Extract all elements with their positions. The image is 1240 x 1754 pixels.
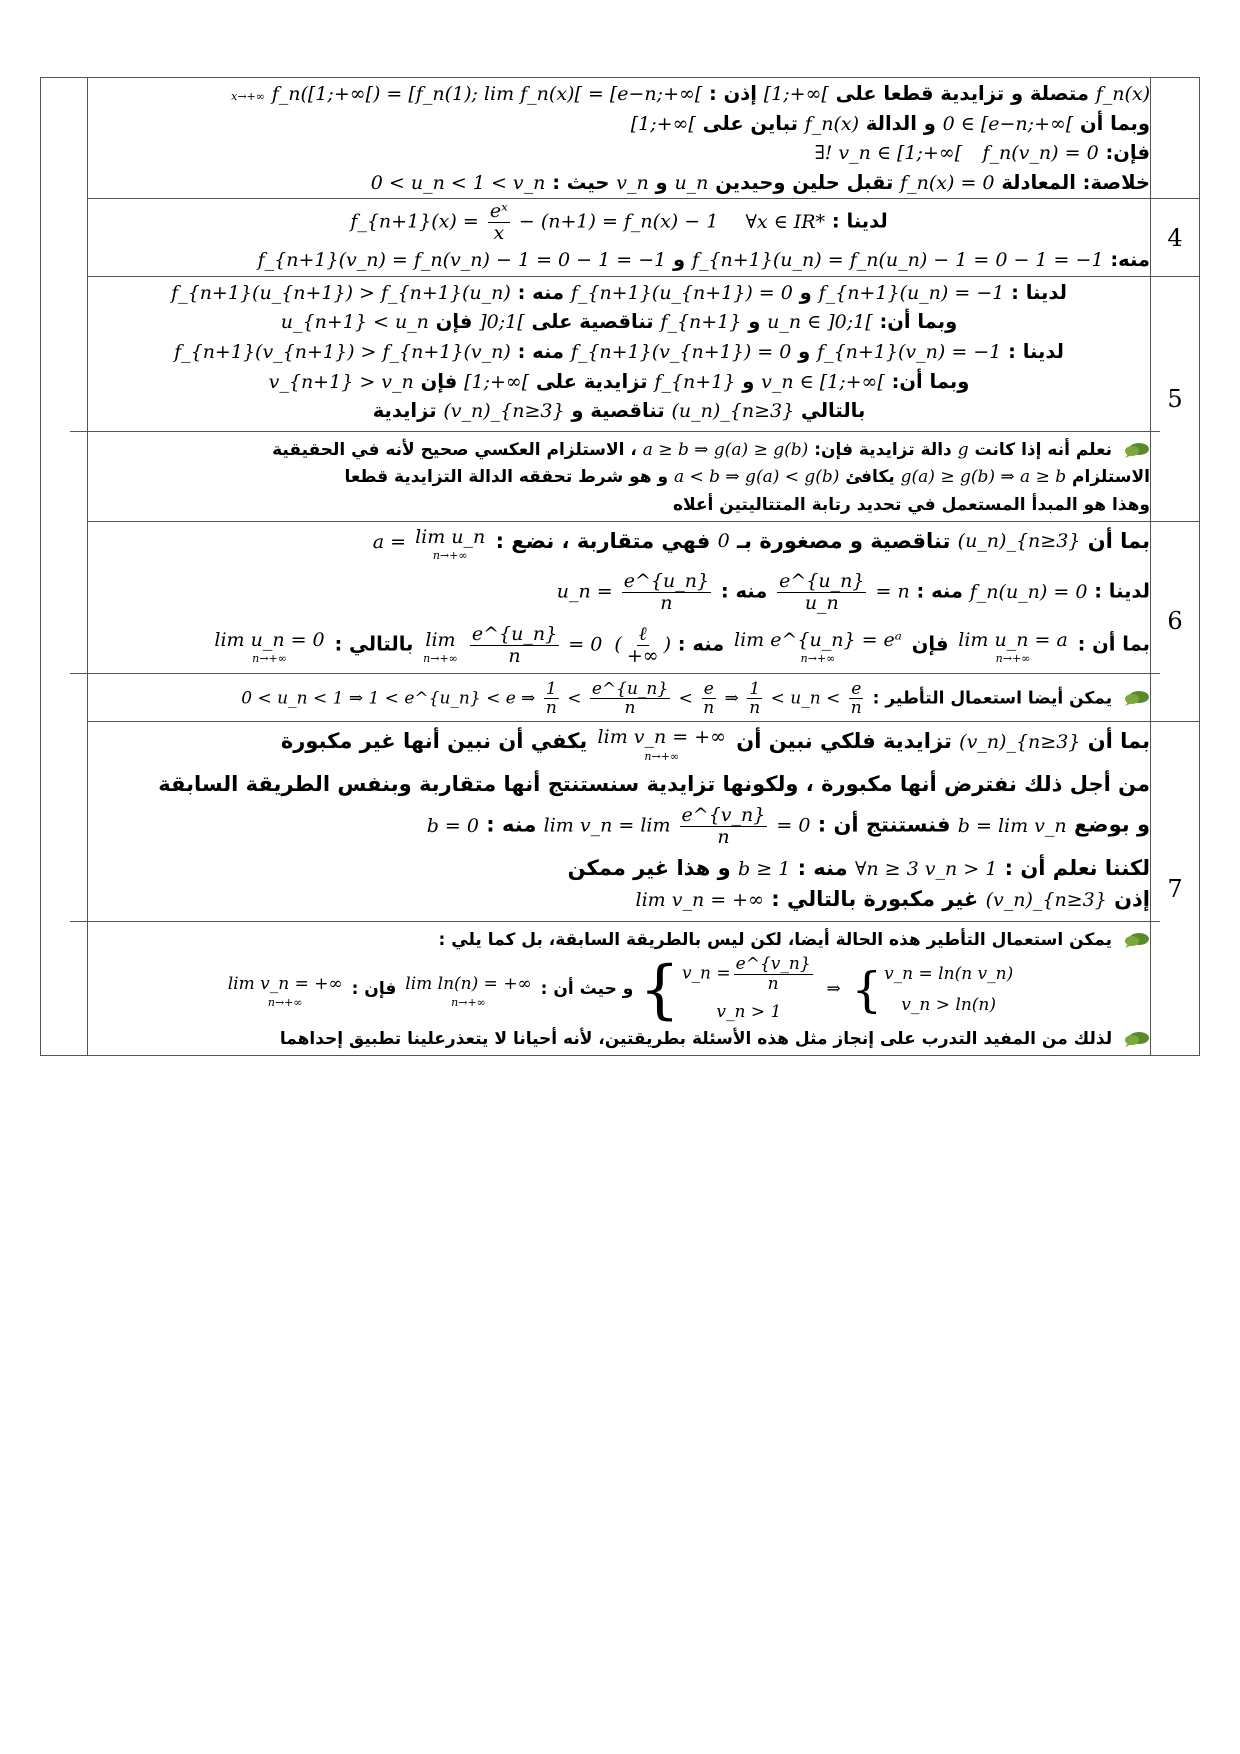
text: و الدالة	[865, 111, 936, 135]
math: u_{n+1} < u_n	[280, 311, 429, 334]
limit-subscript: n→+∞	[432, 549, 468, 563]
line	[88, 397, 1150, 425]
fraction	[625, 624, 661, 667]
solution-table	[40, 77, 1200, 1056]
text: تناقصية و مصغورة بـ	[737, 528, 951, 553]
math-part: = 0	[776, 814, 811, 837]
text: وبما أن:	[891, 369, 970, 393]
numerator: ℓ	[638, 623, 647, 646]
text: تقبل حلين وحيدين	[715, 170, 894, 194]
math-part: < u_n <	[770, 688, 841, 709]
math: 0	[717, 530, 730, 553]
math: v_n ∈ [1;+∞[	[761, 370, 885, 393]
text: فإن :	[351, 979, 397, 1000]
math: g	[957, 439, 969, 460]
note	[88, 493, 1150, 518]
row-6	[41, 521, 1200, 722]
line	[88, 885, 1150, 914]
math: (v_n)_{n≥3}	[443, 400, 565, 423]
text: وهذا هو المبدأ المستعمل في تحديد رتابة المتتاليتين أعلاه	[673, 495, 1150, 515]
math: f_{n+1}(u_n) = −1	[818, 281, 1005, 304]
limit	[228, 972, 343, 1008]
math	[402, 972, 534, 1008]
limit-expr: lim u_n	[415, 525, 486, 548]
math: 0 < u_n < 1 < v_n	[370, 171, 546, 194]
solution-page	[40, 77, 1200, 1056]
limit-expr: lim v_n = +∞	[597, 726, 726, 749]
denominator: n	[703, 698, 715, 719]
system-row: v_n > 1	[716, 1001, 782, 1022]
numerator: eˣ	[489, 200, 508, 223]
note	[88, 928, 1150, 953]
line	[88, 201, 1150, 244]
speech-bubble-icon	[1124, 932, 1150, 948]
math	[774, 571, 910, 614]
line	[88, 624, 1150, 667]
denominator: n	[749, 698, 761, 719]
math-part: ⇒	[724, 688, 739, 709]
divider	[70, 431, 1160, 432]
math	[731, 627, 905, 665]
math: b = lim v_n	[957, 814, 1067, 837]
math: f_{n+1}	[654, 370, 736, 393]
limit-subscript: n→+∞	[423, 652, 458, 666]
text: بما أن :	[1077, 632, 1150, 656]
math: [1;+∞[	[464, 370, 530, 393]
text: متصلة و تزايدية قطعا على	[835, 82, 1089, 105]
row-content	[88, 78, 1151, 199]
text: نعلم أنه إذا كانت	[974, 439, 1113, 460]
math: a ≥ b ⇒ g(a) ≥ g(b)	[642, 439, 809, 460]
math: (u_n)_{n≥3}	[957, 530, 1081, 553]
math: ∀x ∈ IR*	[745, 210, 826, 233]
math: lim v_n = +∞	[635, 889, 764, 912]
math: (v_n)_{n≥3}	[959, 730, 1081, 753]
numerator: e^{v_n}	[681, 804, 766, 827]
system	[852, 962, 1014, 1017]
row-number: 4	[1151, 199, 1200, 276]
text: يكفي أن نبين أنها غير مكبورة	[280, 728, 588, 753]
math	[350, 201, 718, 244]
math-part: = 0	[568, 633, 603, 656]
text: غير مكبورة بالتالي :	[771, 887, 979, 912]
limit-subscript: n→+∞	[800, 652, 836, 666]
line	[88, 524, 1150, 562]
text: لدينا :	[1011, 280, 1067, 304]
text: و	[673, 248, 686, 272]
numerator: e^{u_n}	[623, 570, 710, 593]
math: [1;+∞[	[630, 112, 696, 135]
numerator: 1	[749, 678, 761, 699]
math	[373, 524, 489, 562]
math: f_{n+1}(v_{n+1}) > f_{n+1}(v_n)	[174, 340, 511, 363]
numerator: e^{v_n}	[735, 954, 811, 975]
math: [1;+∞[	[763, 83, 829, 105]
row-5	[41, 276, 1200, 521]
row-7	[41, 722, 1200, 1056]
math-part: u_n =	[556, 580, 613, 603]
math: f_n(u_n) = 0	[969, 580, 1088, 603]
fraction	[680, 805, 768, 848]
text: لذلك من المفيد التدرب على إنجاز مثل هذه الأسئلة بطريقتين، لأنه أحيانا لا يتعذرعلينا تطبيق إحداهما	[279, 1029, 1113, 1050]
limit-expr: lim u_n = a	[958, 628, 1068, 651]
line	[88, 279, 1150, 307]
divider	[70, 921, 1160, 922]
text: وبما أن:	[879, 310, 958, 334]
text: و	[748, 310, 761, 334]
row-number: 6	[1151, 521, 1200, 722]
limit-expr: lim u_n = 0	[214, 628, 325, 651]
math: f_{n+1}	[660, 311, 742, 334]
math: (u_n)_{n≥3}	[671, 400, 795, 423]
limit-subscript: n→+∞	[995, 652, 1031, 666]
denominator: n	[624, 698, 636, 719]
math-part: f_{n+1}(x) =	[350, 210, 479, 233]
row-content	[88, 276, 1151, 521]
divider	[70, 673, 1160, 674]
line	[88, 80, 1150, 108]
limit	[734, 627, 902, 665]
row-number: 7	[1151, 722, 1200, 1056]
math-part: 0 < u_n < 1 ⇒ 1 < e^{u_n} < e ⇒	[241, 688, 536, 709]
text: فإن	[420, 369, 458, 393]
math: f_n([1;+∞[) = [f_n(1); lim f_n(x)[ = [e−n;+∞[	[271, 83, 703, 105]
row-content	[88, 722, 1151, 1056]
fraction	[488, 201, 510, 244]
math: v_{n+1} > v_n	[268, 370, 414, 393]
math: f_{n+1}(u_{n+1}) = 0	[570, 281, 793, 304]
fraction	[701, 680, 716, 718]
line	[88, 854, 1150, 883]
fraction	[470, 624, 559, 667]
math: (v_n)_{n≥3}	[985, 889, 1107, 912]
limit	[598, 724, 726, 762]
text: بما أن	[1087, 528, 1150, 553]
line	[88, 169, 1150, 197]
text: و	[655, 170, 668, 194]
fraction	[747, 680, 762, 718]
note	[88, 1027, 1150, 1052]
text: يمكن أيضا استعمال التأطير :	[872, 688, 1113, 709]
math	[241, 680, 866, 718]
text: تزايدية على	[535, 369, 648, 393]
math	[211, 627, 327, 665]
text: لدينا :	[1094, 579, 1150, 603]
text: تناقصية و	[571, 399, 665, 423]
math-part: a =	[372, 530, 407, 553]
math: 0 ∈ [e−n;+∞[	[942, 112, 1074, 135]
row-3-continued	[41, 78, 1200, 199]
line	[88, 724, 1150, 762]
text: تزايدية فلكي نبين أن	[736, 728, 952, 753]
line	[88, 308, 1150, 336]
limit	[415, 524, 485, 562]
limit-expr: lim v_n = +∞	[227, 974, 343, 995]
line	[88, 571, 1150, 614]
brace: {	[851, 961, 883, 1018]
text: و هذا غير ممكن	[567, 855, 731, 880]
math	[595, 724, 729, 762]
row-content	[88, 199, 1151, 276]
math	[639, 952, 1014, 1027]
text: لكننا نعلم أن :	[1004, 855, 1150, 880]
text: تباين على	[702, 111, 798, 135]
text: حيث :	[552, 170, 610, 194]
numerator: e^{u_n}	[471, 623, 558, 646]
text: منه :	[720, 579, 768, 603]
text: الاستلزام	[1072, 467, 1150, 488]
text: بالتالي :	[334, 632, 414, 656]
denominator: n	[660, 592, 673, 615]
numerator: e	[703, 678, 714, 699]
text: منه :	[797, 855, 848, 880]
system-row	[682, 955, 816, 993]
line	[88, 139, 1150, 167]
text: إذن :	[709, 82, 757, 105]
denominator: n	[508, 644, 521, 667]
math-part: lim v_n = lim	[543, 814, 671, 837]
row-content	[88, 521, 1151, 722]
fraction	[622, 571, 711, 614]
math: u_n	[674, 171, 709, 194]
lim-subscript: x→+∞	[231, 90, 265, 103]
text: و هو شرط تحققه الدالة التزايدية قطعا	[344, 467, 669, 488]
math: f_{n+1}(u_{n+1}) > f_{n+1}(u_n)	[171, 281, 511, 304]
limit	[214, 627, 324, 665]
math: f_{n+1}(u_n) = f_n(u_n) − 1 = 0 − 1 = −1	[691, 249, 1104, 272]
text: لدينا :	[1008, 339, 1064, 363]
denominator: n	[767, 974, 779, 995]
math: f_n(x) = 0	[900, 171, 995, 194]
text: منه :	[916, 579, 963, 603]
text: تناقصية على	[531, 310, 654, 334]
text: فنستنتج أن :	[817, 812, 951, 837]
note	[88, 438, 1150, 463]
numerator: e^{u_n}	[591, 678, 669, 699]
text: منه :	[486, 812, 537, 837]
text: يمكن استعمال التأطير هذه الحالة أيضا، لكن ليس بالطريقة السابقة، بل كما يلي :	[438, 929, 1113, 950]
note	[88, 465, 1150, 490]
system-row: v_n = ln(n v_n)	[884, 964, 1014, 985]
line	[88, 805, 1150, 848]
math: ∀n ≥ 3 v_n > 1	[854, 857, 998, 880]
math: f_n(v_n) = 0	[982, 142, 1099, 165]
limit-subscript: n→+∞	[252, 652, 287, 666]
math-part: = n	[875, 580, 910, 603]
math: v_n	[616, 171, 649, 194]
text: فإن:	[1105, 141, 1150, 165]
line	[88, 770, 1150, 799]
system-row: v_n > ln(n)	[901, 994, 997, 1015]
math: f_{n+1}(v_n) = f_n(v_n) − 1 = 0 − 1 = −1	[257, 249, 667, 272]
limit-expr: lim	[425, 628, 456, 651]
speech-bubble-icon	[1124, 442, 1150, 458]
speech-bubble-icon	[1124, 1031, 1150, 1047]
fraction	[590, 680, 670, 718]
row-number: 5	[1151, 276, 1200, 521]
text: لدينا :	[831, 209, 888, 233]
math: g(a) ≥ g(b) ⇒ a ≥ b	[900, 467, 1067, 488]
numerator: e	[851, 678, 862, 699]
math: b ≥ 1	[738, 857, 791, 880]
denominator: u_n	[804, 592, 839, 615]
fraction	[734, 955, 813, 993]
text: إذن	[1114, 887, 1150, 912]
limit-subscript: n→+∞	[644, 749, 680, 763]
math: f_{n+1}(v_{n+1}) = 0	[570, 340, 792, 363]
text: فإن	[435, 310, 473, 334]
system	[639, 952, 815, 1027]
math: lim n→+∞ $\frac{e\^{}\{u\_n\}}{n}$ = 0 ( $\frac{\text{ℓ}}{+\infty}$ )	[423, 623, 671, 667]
fraction	[544, 680, 559, 718]
math	[544, 805, 811, 848]
text: خلاصة: المعادلة	[1001, 170, 1150, 194]
text: منه:	[1110, 248, 1150, 272]
math: u_n ∈ ]0;1[	[767, 311, 873, 334]
line	[88, 246, 1150, 274]
text: منه :	[677, 632, 725, 656]
left-margin-column	[41, 78, 88, 1056]
math-part: v_n =	[681, 964, 731, 985]
fraction	[777, 571, 866, 614]
line	[88, 368, 1150, 396]
speech-bubble-icon	[1124, 690, 1150, 706]
denominator: +∞	[626, 644, 659, 667]
math-part: − (n+1) = f_n(x) − 1	[518, 210, 719, 233]
math-part: <	[678, 688, 693, 709]
denominator: n	[850, 698, 862, 719]
text: فإن	[911, 632, 949, 656]
text: يكافئ	[845, 467, 895, 488]
system-rows	[682, 955, 816, 1024]
limit	[423, 627, 458, 665]
math: f_n(x)	[804, 112, 860, 135]
text: من أجل ذلك نفترض أنها مكبورة ، ولكونها تزايدية سنستنتج أنها متقاربة وبنفس الطريقة السابقة	[158, 771, 1150, 796]
system-rows	[884, 962, 1013, 1017]
denominator: n	[545, 698, 557, 719]
numerator: e^{u_n}	[779, 570, 865, 593]
math	[225, 972, 346, 1008]
numerator: 1	[545, 678, 557, 699]
limit-subscript: n→+∞	[451, 995, 486, 1009]
text: تزايدية	[372, 399, 437, 423]
math: f_{n+1}(v_n) = −1	[817, 340, 1002, 363]
row-4	[41, 199, 1200, 276]
text: ، الاستلزام العكسي صحيح لأنه في الحقيقية	[272, 439, 637, 460]
math	[955, 627, 1071, 665]
math: ]0;1[	[479, 311, 525, 334]
math-part: <	[567, 688, 582, 709]
limit-subscript: n→+∞	[267, 995, 303, 1009]
math	[557, 571, 714, 614]
text: و	[798, 339, 811, 363]
limit	[958, 627, 1068, 665]
math-part: ⇒	[826, 979, 841, 1000]
math: b = 0	[426, 814, 479, 837]
limit-expr: lim ln(n) = +∞	[405, 974, 532, 995]
note	[88, 952, 1150, 1027]
text: بالتالي	[801, 399, 866, 423]
row-number-empty	[1151, 78, 1200, 199]
limit-expr: lim e^{u_n} = eᵃ	[734, 628, 902, 651]
text: دالة تزايدية فإن:	[814, 439, 952, 460]
line	[88, 110, 1150, 138]
text: و	[742, 369, 755, 393]
math: a < b ⇒ g(a) < g(b)	[673, 467, 840, 488]
denominator: x	[493, 222, 505, 245]
line	[88, 338, 1150, 366]
text: منه :	[517, 280, 565, 304]
math: f_n(x)	[1095, 83, 1150, 105]
text: فهي متقاربة ، نضع :	[495, 528, 711, 553]
text: وبما أن	[1080, 111, 1150, 135]
text: و	[799, 280, 812, 304]
brace: {	[639, 952, 680, 1027]
denominator: n	[717, 826, 730, 849]
limit	[405, 972, 531, 1008]
note	[88, 680, 1150, 718]
text: بما أن	[1087, 728, 1150, 753]
text: منه :	[517, 339, 565, 363]
text: و حيث أن :	[540, 979, 634, 1000]
text: و بوضع	[1073, 812, 1150, 837]
math: ∃! v_n ∈ [1;+∞[	[814, 142, 963, 165]
fraction	[849, 680, 864, 718]
